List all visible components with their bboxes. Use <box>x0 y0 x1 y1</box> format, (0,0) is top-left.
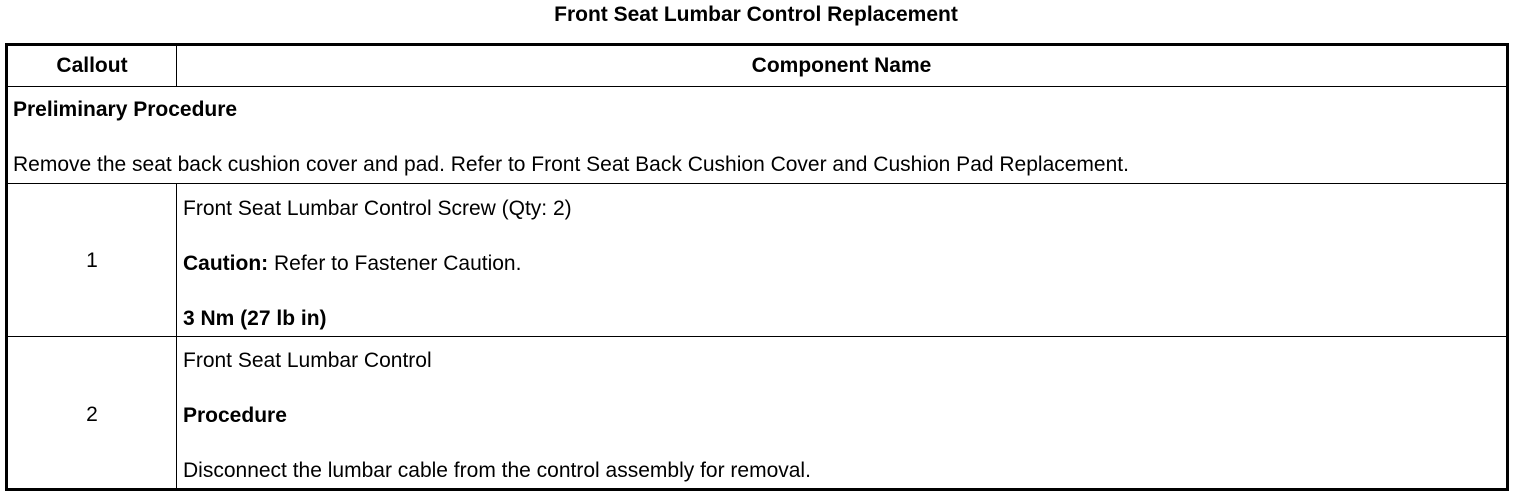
caution-label: Caution: <box>183 252 269 275</box>
caution-text: Refer to Fastener Caution. <box>268 252 522 275</box>
torque-spec: 3 Nm (27 lb in) <box>183 307 327 330</box>
procedure-label: Procedure <box>183 404 287 427</box>
row-divider <box>8 183 1506 184</box>
row-divider <box>8 86 1506 87</box>
preliminary-heading: Preliminary Procedure <box>13 98 238 121</box>
component-table <box>5 43 1509 491</box>
callout-number: 2 <box>86 403 98 426</box>
caution-line <box>183 251 521 277</box>
document-title: Front Seat Lumbar Control Replacement <box>554 3 958 26</box>
procedure-text: Disconnect the lumbar cable from the control assembly for removal. <box>183 459 811 482</box>
component-name: Front Seat Lumbar Control <box>183 349 432 372</box>
column-divider <box>176 184 177 336</box>
row-divider <box>8 336 1506 337</box>
component-name: Front Seat Lumbar Control Screw (Qty: 2) <box>183 197 572 220</box>
column-divider <box>176 46 177 86</box>
header-component-name: Component Name <box>751 54 932 77</box>
preliminary-text: Remove the seat back cushion cover and pad. Refer to Front Seat Back Cushion Cover and Cushion Pad Replacement. <box>13 153 1129 176</box>
callout-number: 1 <box>86 249 98 272</box>
header-callout: Callout <box>56 54 128 77</box>
column-divider <box>176 337 177 488</box>
